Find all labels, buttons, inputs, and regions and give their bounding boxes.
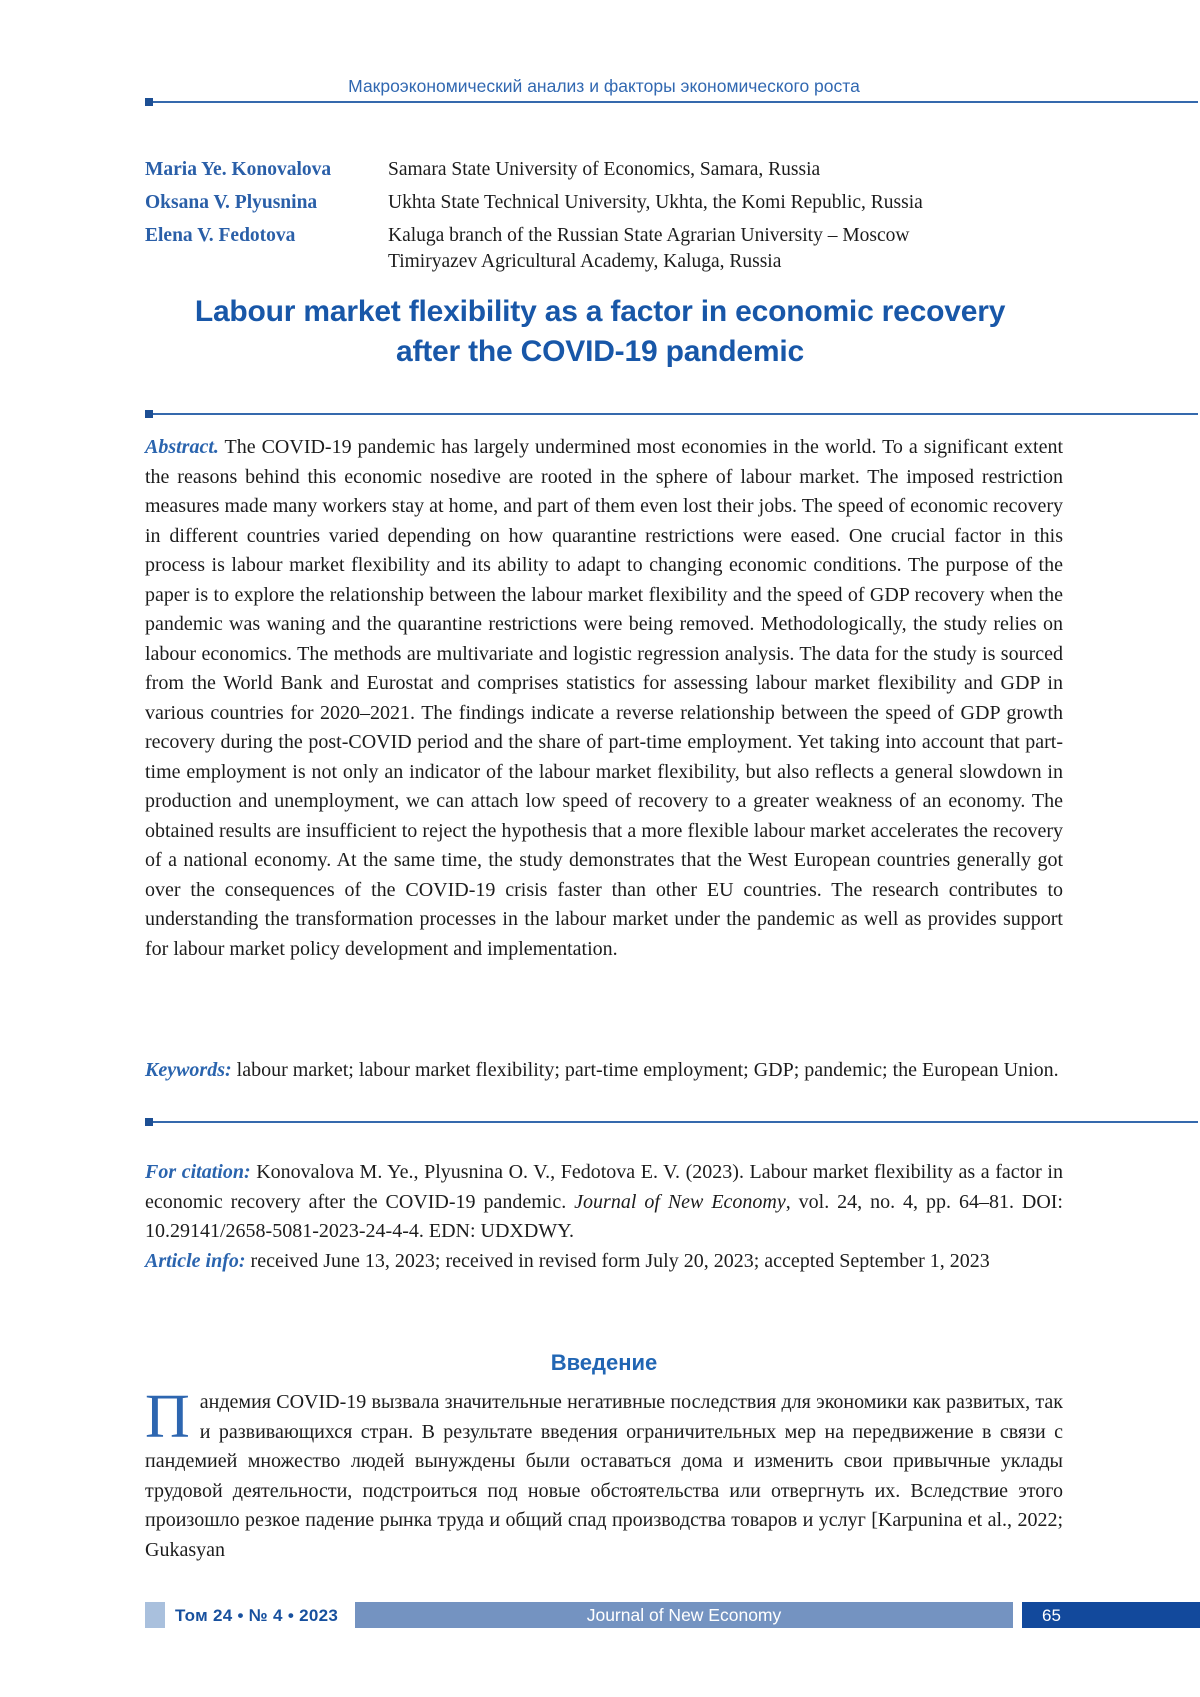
introduction-text: андемия COVID-19 вызвала значительные негативные последствия для экономики как развитых, так и развивающихся стран. В результате введения ограничительных мер на передвижение в связи с пандемией множество людей вынуждены были оставаться дома и изменить свои привычные уклады трудовой деятельности, подстроиться под новые обстоятельства или отвергнуть их. Вследствие этого произошло резкое падение рынка труда и общий спад производства товаров и услуг [Karpunina et al., 2022; Gukasyan	[145, 1391, 1063, 1561]
drop-cap: П	[145, 1383, 190, 1451]
article-info-text: received June 13, 2023; received in revised form July 20, 2023; accepted September 1, 2023	[250, 1249, 990, 1272]
citation-paragraph	[145, 1158, 1063, 1247]
author-block	[145, 157, 1063, 275]
footer-journal-bar	[355, 1602, 1013, 1628]
abstract-text: The COVID-19 pandemic has largely undermined most economies in the world. To a significant extent the reasons behind this economic nosedive are rooted in the sphere of labour market. The imposed restriction measures made many workers stay at home, and part of them even lost their jobs. The speed of economic recovery in different countries varied depending on how quarantine restrictions were eased. One crucial factor in this process is labour market flexibility and its ability to adapt to changing economic conditions. The purpose of the paper is to explore the relationship between the labour market flexibility and the speed of GDP recovery when the pandemic was waning and the quarantine restrictions were being removed. Methodologically, the study relies on labour economics. The methods are multivariate and logistic regression analysis. The data for the study is sourced from the World Bank and Eurostat and comprises statistics for assessing labour market flexibility and GDP in various countries for 2020–2021. The findings indicate a reverse relationship between the speed of GDP growth recovery during the post-COVID period and the share of part-time employment. Yet taking into account that part-time employment is not only an indicator of the labour market flexibility, but also reflects a general slowdown in production and unemployment, we can attach low speed of recovery to a greater weakness of an economy. The obtained results are insufficient to reject the hypothesis that a more flexible labour market accelerates the recovery of a national economy. At the same time, the study demonstrates that the West European countries generally got over the consequences of the COVID-19 crisis faster than other EU countries. The research contributes to understanding the transformation processes in the labour market under the pandemic as well as provides support for labour market policy development and implementation.	[145, 436, 1064, 960]
keywords-paragraph	[145, 1056, 1063, 1086]
footer-journal-name: Journal of New Economy	[586, 1605, 782, 1625]
article-info-label: Article info:	[145, 1249, 246, 1272]
footer-page-number: 65	[1022, 1602, 1200, 1628]
author-name: Oksana V. Plyusnina	[145, 192, 318, 213]
keywords-text: labour market; labour market flexibility; part-time employment; GDP; pandemic; the European Union.	[236, 1059, 1059, 1081]
author-name: Elena V. Fedotova	[145, 225, 296, 246]
article-info-paragraph	[145, 1247, 1063, 1277]
citation-block	[145, 1158, 1063, 1276]
abstract-paragraph	[145, 433, 1063, 964]
author-affiliation: Kaluga branch of the Russian State Agrarian University – Moscow Timiryazev Agricultural Academy, Kaluga, Russia	[388, 225, 910, 272]
keywords-label: Keywords:	[145, 1059, 232, 1081]
citation-text-after: , vol. 24, no. 4, pp. 64–81. DOI: 10.29141/2658-5081-2023-24-4-4. EDN: UDXDWY.	[145, 1190, 1063, 1242]
author-name: Maria Ye. Konovalova	[145, 159, 332, 180]
author-affiliation: Ukhta State Technical University, Ukhta, the Komi Republic, Russia	[388, 192, 923, 213]
for-citation-label: For citation:	[145, 1161, 251, 1183]
article-title: Labour market flexibility as a factor in economic recovery after the COVID-19 pandemic	[194, 295, 1006, 368]
running-head: Макроэкономический анализ и факторы экономического роста	[348, 76, 860, 96]
journal-name-italic: Journal of New Economy	[574, 1190, 786, 1213]
citation-text-before: Konovalova M. Ye., Plyusnina O. V., Fedotova E. V. (2023). Labour market flexibility as a factor in economic recovery after the COVID-19 pandemic.	[145, 1161, 1063, 1213]
introduction-heading: Введение	[550, 1350, 658, 1375]
citation-rule	[145, 1121, 1198, 1123]
footer-volume-text: Том 24 • № 4 • 2023	[175, 1606, 339, 1625]
footer-volume-marker	[145, 1602, 165, 1628]
abstract-label: Abstract.	[145, 436, 219, 458]
author-affiliation: Samara State University of Economics, Samara, Russia	[388, 159, 821, 180]
header-rule	[145, 101, 1198, 103]
introduction-paragraph	[145, 1383, 1063, 1565]
title-rule	[145, 413, 1198, 415]
